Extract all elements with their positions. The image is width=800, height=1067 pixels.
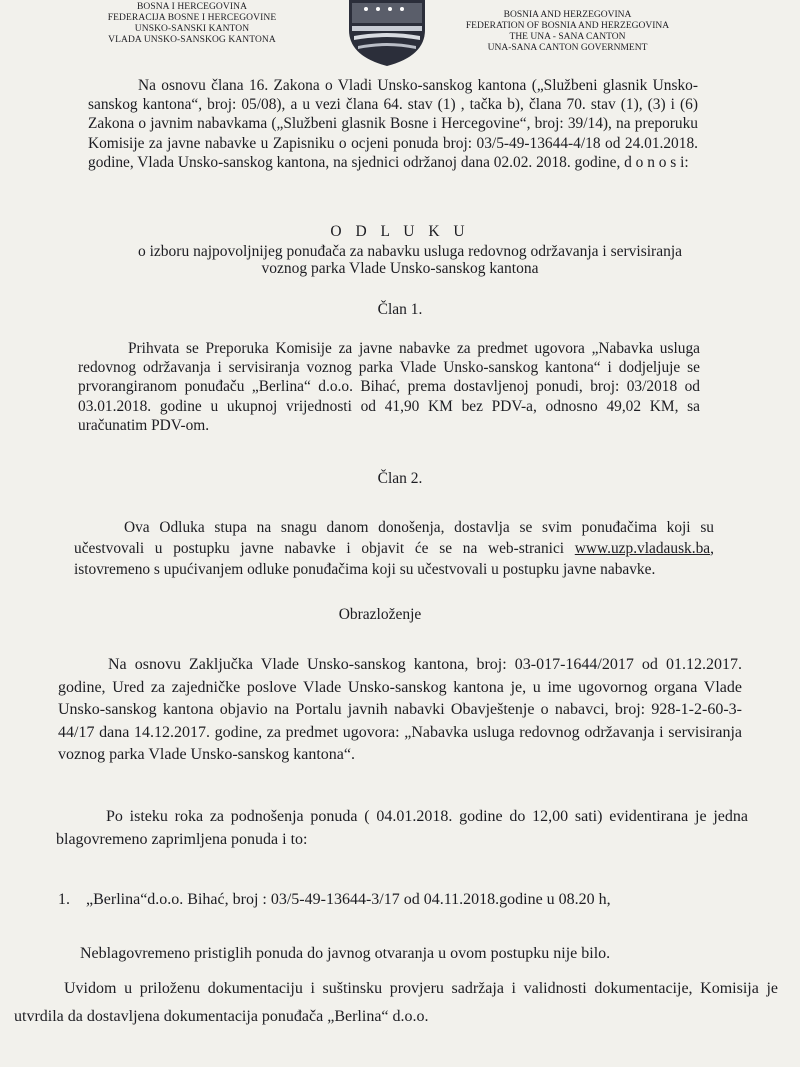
- reasoning-paragraph: Neblagovremeno pristiglih ponuda do javnog otvaranja u ovom postupku nije bilo.: [80, 945, 611, 962]
- article-text: , istovremeno s upućivanjem odluke ponuđačima koji su učestvovali u postupku javne nabavke.: [74, 540, 714, 578]
- website-link[interactable]: www.uzp.vladausk.ba: [574, 540, 711, 557]
- article-heading: Član 2.: [377, 470, 423, 487]
- coat-of-arms-icon: [344, 0, 430, 66]
- letterhead-left: [62, 2, 322, 46]
- article-paragraph: [74, 517, 714, 580]
- letterhead-line: FEDERATION OF BOSNIA AND HERZEGOVINA: [465, 21, 670, 31]
- article-text: Ova Odluka stupa na snagu danom donošenja, dostavlja se svim ponuđačima koji su učestvovali u postupku javne nabavke i objavit će se na web-stranici: [74, 519, 714, 557]
- list-number: 1.: [58, 891, 70, 908]
- letterhead-line: UNA-SANA CANTON GOVERNMENT: [487, 43, 648, 53]
- reasoning-paragraph: Uvidom u priloženu dokumentaciju i suštinsku provjeru sadržaja i validnosti dokumentacije, Komisija je utvrdila da dostavljena dokumentacija ponuđača „Berlina“ d.o.o.: [14, 980, 778, 1025]
- letterhead-line: BOSNIA AND HERZEGOVINA: [503, 10, 632, 20]
- decision-title: O D L U K U: [330, 223, 470, 240]
- reasoning-paragraph: Na osnovu Zaključka Vlade Unsko-sanskog kantona, broj: 03-017-1644/2017 od 01.12.2017. godine, Ured za zajedničke poslove Vlade Unsko-sanskog kantona je, u ime ugovornog organa Vlade Unsko-sanskog kantona objavio na Portalu javnih nabavki Obavještenje o nabavci, broj: 928-1-2-60-3-44/17 dana 14.12.2017. godine, za predmet ugovora: „Nabavka usluga redovnog održavanja i servisiranja voznog parka Vlade Unsko-sanskog kantona“.: [58, 656, 742, 763]
- letterhead-line: FEDERACIJA BOSNE I HERCEGOVINE: [107, 13, 277, 23]
- article-paragraph: Prihvata se Preporuka Komisije za javne nabavke za predmet ugovora „Nabavka usluga redovnog održavanja i servisiranja voznog parka Vlade Unsko-sanskog kantona“ i dodjeljuje se prvorangiranom ponuđaču „Berlina“ d.o.o. Bihać, prema dostavljenoj ponudi, broj: 03/2018 od 03.01.2018. godine u ukupnoj vrijednosti od 41,90 KM bez PDV-a, odnosno 49,02 KM, sa uračunatim PDV-om.: [78, 340, 700, 434]
- reasoning-paragraph: Po isteku roka za podnošenja ponuda ( 04.01.2018. godine do 12,00 sati) evidentirana je jedna blagovremeno zaprimljena ponuda i to:: [56, 808, 748, 848]
- letterhead-line: THE UNA - SANA CANTON: [509, 32, 626, 42]
- preamble-paragraph: Na osnovu člana 16. Zakona o Vladi Unsko-sanskog kantona („Službeni glasnik Unsko-sanskog kantona“, broj: 05/08), a u vezi člana 64. stav (1) , tačka b), člana 70. stav (1), (3) i (6) Zakona o javnim nabavkama („Službeni glasnik Bosne i Hercegovine“, broj: 39/14), na preporuku Komisije za javne nabavke u Zapisniku o ocjeni ponuda broj: 03/5-49-13644-4/18 od 24.01.2018. godine, Vlada Unsko-sanskog kantona, na sjednici održanoj dana 02.02. 2018. godine, d o n o s i:: [88, 77, 698, 171]
- offer-list-item: „Berlina“d.o.o. Bihać, broj : 03/5-49-13644-3/17 od 04.11.2018.godine u 08.20 h,: [86, 891, 611, 908]
- decision-subtitle: o izboru najpovoljnijeg ponuđača za nabavku usluga redovnog održavanja i servisiranja: [137, 243, 683, 260]
- letterhead-line: VLADA UNSKO-SANSKOG KANTONA: [108, 35, 276, 45]
- section-heading: Obrazloženje: [338, 606, 422, 623]
- letterhead-right: [440, 10, 695, 54]
- letterhead-line: UNSKO-SANSKI KANTON: [134, 24, 250, 34]
- article-heading: Član 1.: [377, 301, 423, 318]
- letterhead-line: BOSNA I HERCEGOVINA: [136, 2, 248, 12]
- decision-subtitle: voznog parka Vlade Unsko-sanskog kantona: [261, 260, 539, 277]
